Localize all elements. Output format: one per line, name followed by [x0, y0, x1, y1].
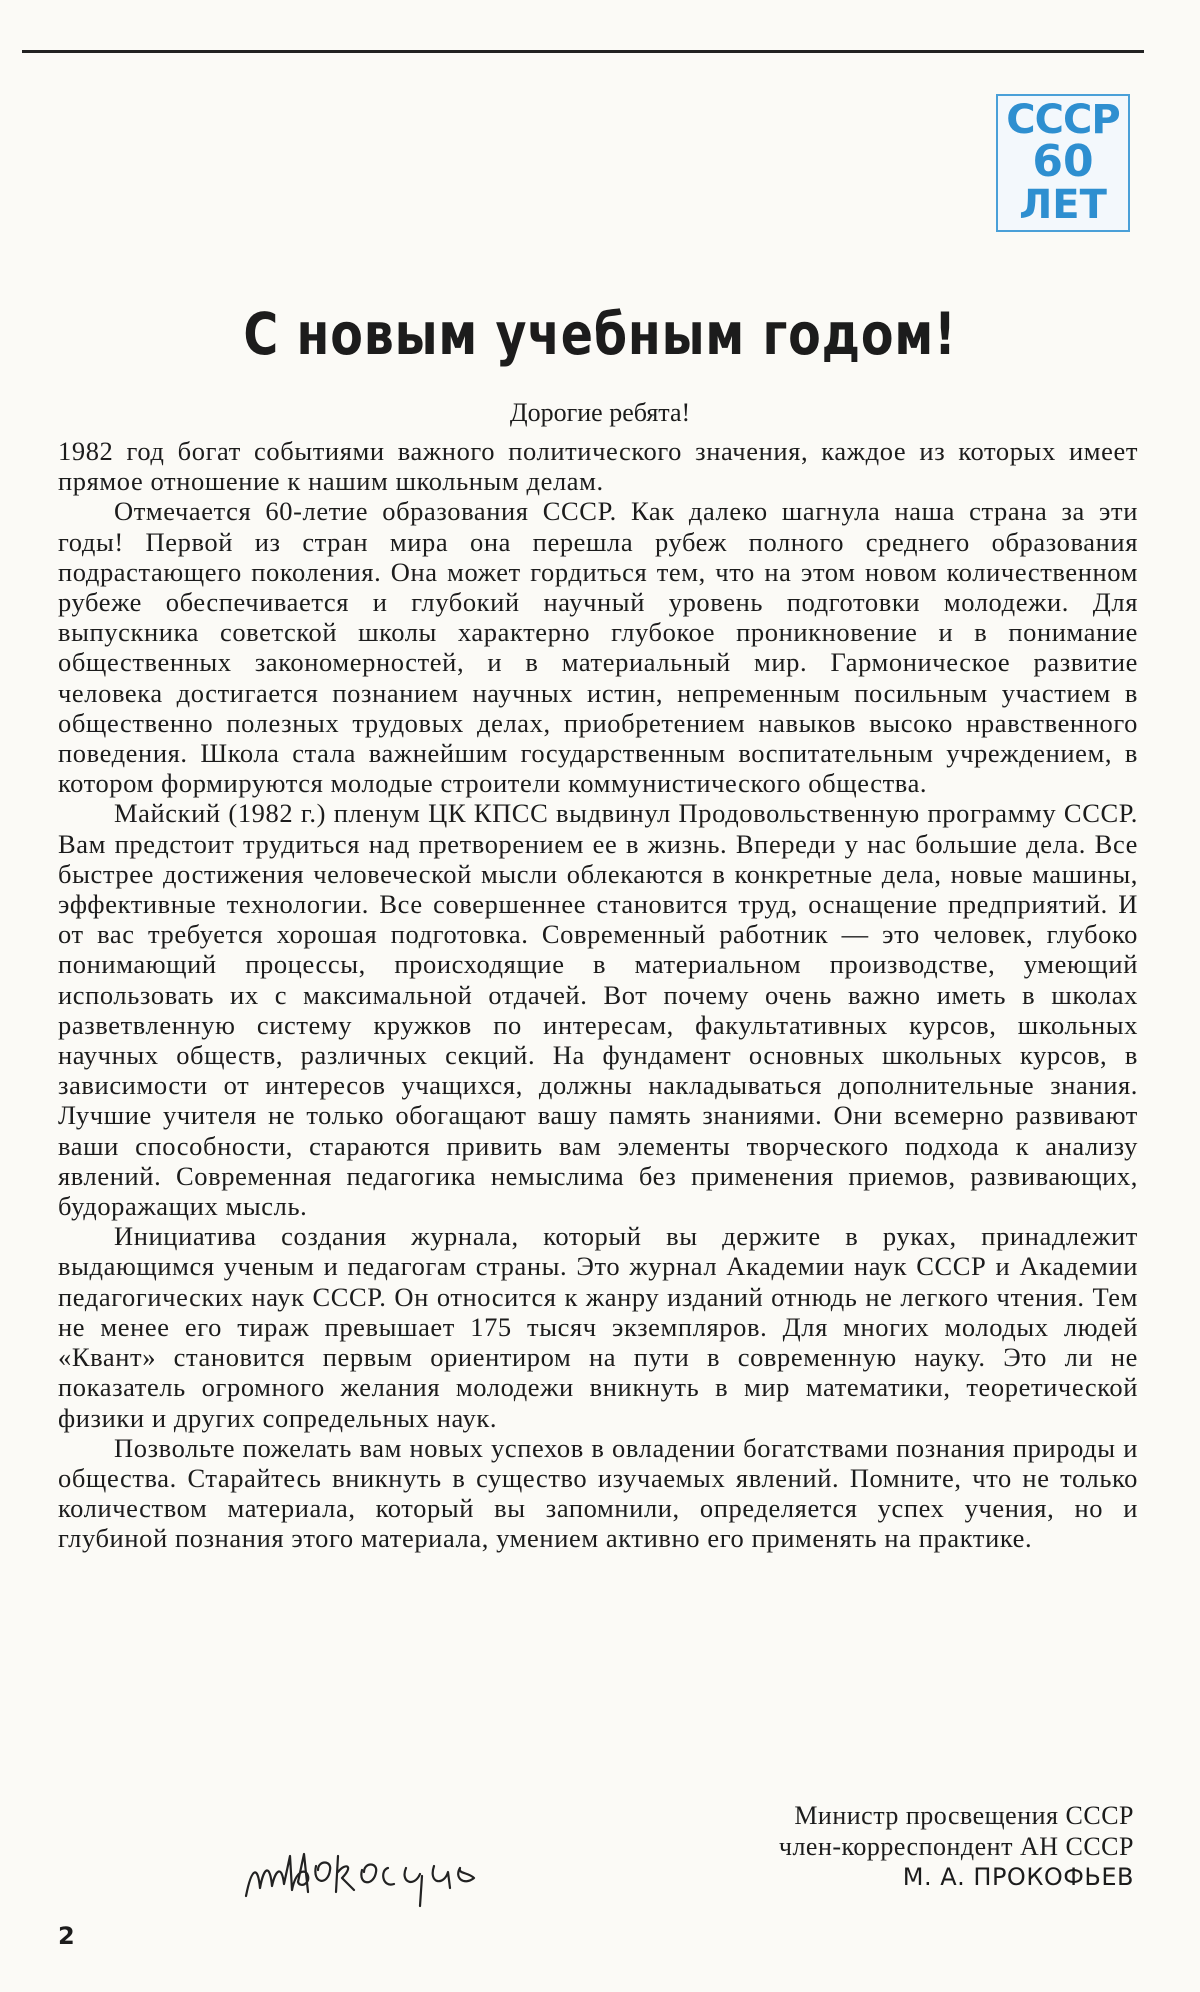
greeting: Дорогие ребята!	[509, 398, 691, 427]
signer-academic-title: член-корреспондент АН СССР	[778, 1832, 1134, 1861]
letter-body	[58, 436, 1138, 1554]
signature-block	[779, 1800, 1134, 1893]
paragraph-1: 1982 год богат событиями важного политического значения, каждое из которых имеет прямое отношение к нашим школьным делам.	[58, 436, 1138, 497]
paragraph-2: Отмечается 60-летие образования СССР. Как далеко шагнула наша страна за эти годы! Первой из стран мира она перешла рубеж полного среднего образования подрастающего поколения. Она может гордиться тем, что на этом новом количественном рубеже обеспечивается и глубокий научный уровень подготовки молодежи. Для выпускника советской школы характерно глубокое проникновение и в понимание общественных закономерностей, и в материальный мир. Гармоническое развитие человека достигается познанием научных истин, непременным посильным участием в общественно полезных трудовых делах, приобретением навыков высоко нравственного поведения. Школа стала важнейшим государственным воспитательным учреждением, в котором формируются молодые строители коммунистического общества.	[58, 496, 1138, 799]
emblem-line-1: СССР	[1006, 97, 1120, 143]
emblem-line-3: ЛЕТ	[1019, 182, 1107, 228]
paragraph-3: Майский (1982 г.) пленум ЦК КПСС выдвинул Продовольственную программу СССР. Вам предстоит трудиться над претворением ее в жизнь. Впереди у нас большие дела. Все быстрее достижения человеческой мысли облекаются в конкретные дела, новые машины, эффективные технологии. Все совершеннее становится труд, оснащение предприятий. И от вас требуется хорошая подготовка. Современный работник — это человек, глубоко понимающий процессы, происходящие в материальном производстве, умеющий использовать их с максимальной отдачей. Вот почему очень важно иметь в школах разветвленную систему кружков по интересам, факультативных курсов, школьных научных обществ, различных секций. На фундамент основных школьных курсов, в зависимости от интересов учащихся, должны накладываться дополнительные знания. Лучшие учителя не только обогащают вашу память знаниями. Они всемерно развивают ваши способности, стараются привить вам элементы творческого подхода к анализу явлений. Современная педагогика немыслима без применения приемов, развивающих, будоражащих мысль.	[58, 798, 1138, 1222]
paragraph-4: Инициатива создания журнала, который вы держите в руках, принадлежит выдающимся ученым и педагогам страны. Это журнал Академии наук СССР и Академии педагогических наук СССР. Он относится к жанру изданий отнюдь не легкого чтения. Тем не менее его тираж превышает 175 тысяч экземпляров. Для многих молодых людей «Квант» становится первым ориентиром на пути в современную науку. Это ли не показатель огромного желания молодежи вникнуть в мир математики, теоретической физики и других сопредельных наук.	[58, 1221, 1138, 1433]
ussr-60-years-emblem	[996, 94, 1130, 232]
signer-position: Министр просвещения СССР	[794, 1801, 1134, 1830]
top-rule	[22, 50, 1144, 53]
page-number: 2	[58, 1922, 75, 1950]
signer-name: М. А. ПРОКОФЬЕВ	[902, 1863, 1134, 1891]
handwritten-signature	[238, 1826, 558, 1916]
paragraph-5: Позвольте пожелать вам новых успехов в овладении богатствами познания природы и общества. Старайтесь вникнуть в существо изучаемых явлений. Помните, что не только количеством материала, который вы запомнили, определяется успех учения, но и глубиной познания этого материала, умением активно его применять на практике.	[58, 1432, 1138, 1554]
emblem-line-2: 60	[1032, 136, 1094, 187]
page-title: С новым учебным годом!	[243, 300, 957, 368]
